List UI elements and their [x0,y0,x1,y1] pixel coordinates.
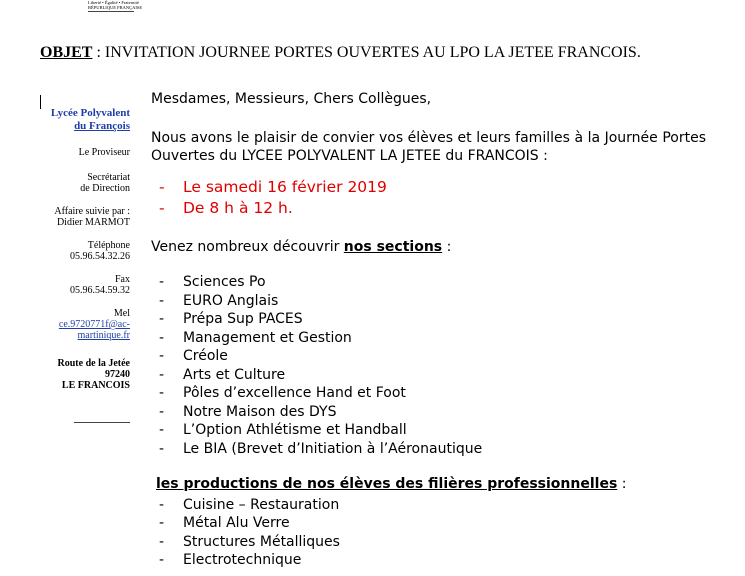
motto: Liberté • Égalité • Fraternité [88,0,139,5]
productions-intro: les productions de nos élèves des filières professionnelles : [156,476,627,492]
date-text: Le samedi 16 février 2019 [183,177,387,196]
event-dates [151,177,706,219]
letter-body [151,90,706,570]
list-item: - Arts et Culture [159,366,286,383]
intro-paragraph: Nous avons le plaisir de convier vos élèves et leurs familles à la Journée Portes Ouvertes du LYCEE POLYVALENT LA JETEE du FRANCOIS : [151,129,706,164]
list-item: - L’Option Athlétisme et Handball [159,422,407,438]
subject-label: OBJET [40,44,93,61]
sections-list [151,273,706,458]
followed-name: Didier MARMOT [56,217,130,228]
followed-by [8,206,130,228]
fax-label: Fax [115,274,130,285]
role: Le Proviseur [78,147,130,158]
list-item: - Cuisine – Restauration [159,496,340,513]
sidebar-rule [74,422,130,423]
fax-value: 05.96.54.59.32 [70,285,130,296]
followed-label: Affaire suivie par : [54,206,130,217]
time-text: De 8 h à 12 h. [183,198,293,217]
school-name [8,107,130,133]
list-item: - EURO Anglais [159,292,279,309]
list-item: - Management et Gestion [159,329,352,346]
list-item: - Electrotechnique [159,552,302,568]
republic-label: RÉPUBLIQUE FRANÇAISE [88,5,143,10]
list-item: - Créole [159,348,228,364]
secretariat-line2: de Direction [80,183,130,194]
secretariat [8,172,130,194]
productions-list [151,496,706,570]
sections-heading: nos sections [343,238,443,255]
email-link-line1[interactable]: ce.9720771f@ac- [58,319,130,330]
sections-intro: Venez nombreux découvrir nos sections : [151,238,452,255]
school-name-line2: du François [74,120,130,132]
address-line2: 97240 [105,369,130,380]
list-item: - Structures Métalliques [159,533,340,550]
subject-line [40,44,730,62]
address-line3: LE FRANCOIS [61,380,130,391]
school-name-line1: Lycée Polyvalent [50,107,130,119]
list-item: - Notre Maison des DYS [159,403,337,420]
phone-label: Téléphone [87,240,130,251]
text-cursor [40,95,41,109]
phone-value: 05.96.54.32.26 [70,251,130,262]
address-line1: Route de la Jetée [57,358,130,369]
secretariat-line1: Secrétariat [87,172,130,183]
mail-label: Mel [113,308,130,319]
greeting: Mesdames, Messieurs, Chers Collègues, [151,91,432,107]
mail [8,308,130,341]
list-item: - Prépa Sup PACES [159,311,303,327]
republic-logo [88,0,143,12]
list-item: - Pôles d’excellence Hand et Foot [159,385,406,401]
sender-sidebar [8,95,130,391]
date-item: - Le samedi 16 février 2019 [159,177,387,196]
subject-text: : INVITATION JOURNEE PORTES OUVERTES AU LPO LA JETEE FRANCOIS. [92,44,641,61]
address [8,358,130,391]
phone [8,240,130,262]
time-item: - De 8 h à 12 h. [159,198,293,217]
logo-rule [88,11,134,12]
email-link-line2[interactable]: martinique.fr [77,330,130,341]
list-item: - Le BIA (Brevet d’Initiation à l’Aéronautique [159,440,483,457]
productions-heading: les productions de nos élèves des filières professionnelles [156,476,618,492]
list-item: - Sciences Po [159,274,266,290]
list-item: - Métal Alu Verre [159,515,290,531]
fax [8,274,130,296]
